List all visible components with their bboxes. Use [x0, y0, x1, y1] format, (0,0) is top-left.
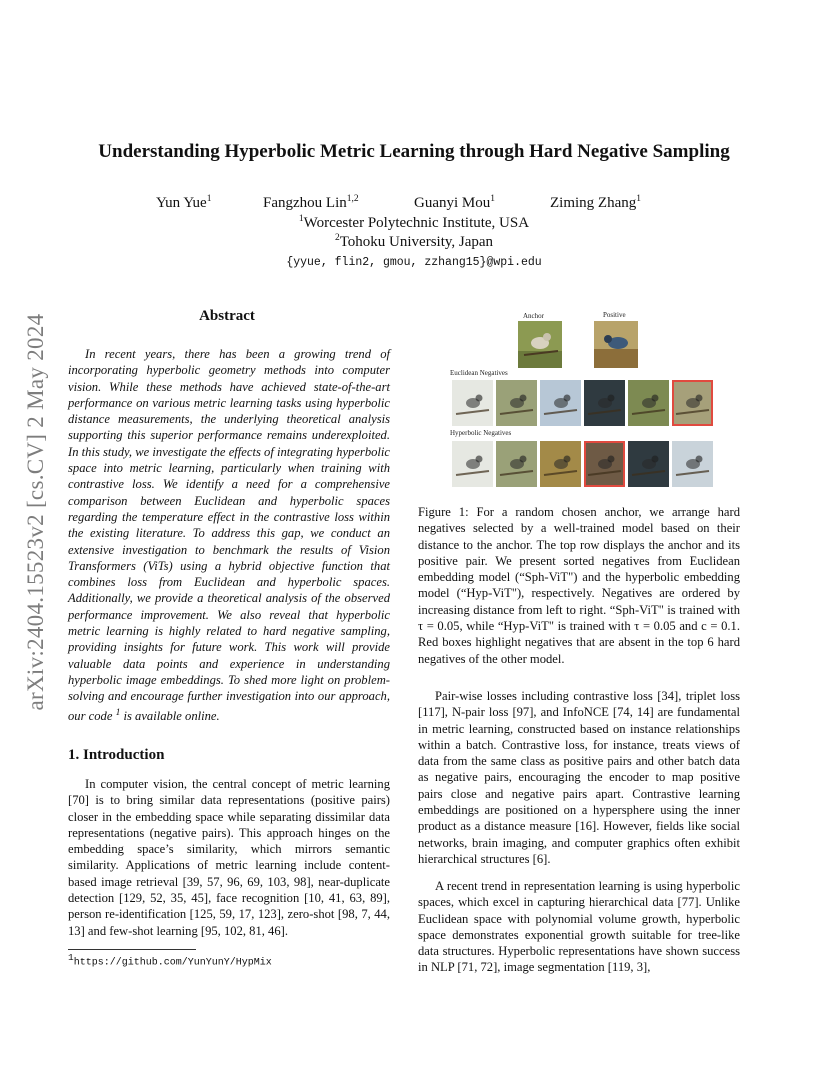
footnote: $^1$https://github.com/YunYunY/HypMix [68, 952, 272, 969]
affiliation: $^1$Worcester Polytechnic Institute, USA [298, 214, 530, 231]
negative-thumbnail [496, 380, 537, 426]
negative-thumbnail [672, 380, 713, 426]
negative-thumbnail [540, 441, 581, 487]
abstract-heading: Abstract [199, 308, 255, 324]
footnote-divider [68, 949, 196, 950]
euclidean-row-label: Euclidean Negatives [450, 369, 508, 377]
author: Yun Yue$^1$ [156, 194, 212, 211]
negative-thumbnail [452, 441, 493, 487]
section-heading: 1. Introduction [68, 747, 165, 763]
negative-thumbnail [540, 380, 581, 426]
arxiv-identifier: arXiv:2404.15523v2 [cs.CV] 2 May 2024 [23, 313, 48, 711]
body-paragraph: Pair-wise losses including contrastive loss [34], triplet loss [117], N-pair loss [97], and InfoNCE [74, 14] are fundamental in metric learning, constructed based on instance relationships within a batch. Contrastive loss, for instance, treats views of data from the same class as positive pairs and other batch data as negative pairs, encouraging the encoder to map positive pairs close and negative pairs apart. Contrastive learning embeddings are positioned on a hypersphere using the inner product as a distance measure [16]. However, fields like social networks, brain imaging, and computer graphics often exhibit hierarchical structures [6]. [418, 689, 740, 866]
author: Guanyi Mou$^1$ [414, 194, 495, 211]
negative-thumbnail [496, 441, 537, 487]
author: Fangzhou Lin$^{1,2}$ [263, 194, 359, 211]
abstract-text: In recent years, there has been a growing trend of incorporating hyperbolic geometry methods into computer vision. While these methods have achieved state-of-the-art performance on various metric learning tasks using hyperbolic distance measurements, the underlying theoretical analysis supporting this superior performance remains underexploited. In this study, we investigate the effects of integrating hyperbolic space into metric learning, particularly when training with contrastive loss. We identify a need for a comprehensive comparison between Euclidean and hyperbolic spaces regarding the temperature effect in the contrastive loss within the existing literature. To address this gap, we conduct an extensive investigation to benchmark the results of Vision Transformers (ViTs) using a hybrid objective function that combines loss from Euclidean and hyperbolic spaces. Additionally, we provide a theoretical analysis of the observed performance improvement. We also reveal that hyperbolic metric learning is highly related to hard negative sampling, providing insights for future work. This work will provide valuable data points and experience in understanding hyperbolic image embeddings. To shed more light on problem-solving and encourage further investigation into our approach, our code $^1$ is available online. [68, 347, 390, 723]
figure-caption: Figure 1: For a random chosen anchor, we arrange hard negatives selected by a well-trained model based on their distance to the anchor. The top row displays the anchor and its positive pair. We present sorted negatives from Euclidean embedding model (“Sph-ViT") and the hyperbolic embedding model (“Hyp-ViT"), respectively. Negatives are ordered by increasing distance from left to right. “Sph-ViT" is trained with τ = 0.05, while “Hyp-ViT" is trained with τ = 0.05 and c = 0.1. Red boxes highlight negatives that are absent in the top 6 hard negatives of the other model. [418, 505, 740, 666]
author-email: {yyue, flin2, gmou, zzhang15}@wpi.edu [286, 256, 542, 269]
negative-thumbnail [452, 380, 493, 426]
positive-image [594, 321, 638, 368]
intro-paragraph: In computer vision, the central concept of metric learning [70] is to bring similar data representations (positive pairs) closer in the embedding space while separating dissimilar data representations (negative pairs). This approach hinges on the embedding space’s similarity, which mirrors semantic similarity. Applications of metric learning include content-based image retrieval [39, 57, 96, 69, 103, 98], near-duplicate detection [129, 52, 35, 45], face recognition [10, 41, 63, 89], person re-identification [125, 59, 17, 123], zero-shot [98, 7, 44, 13] and few-shot learning [95, 102, 81, 46]. [68, 777, 390, 938]
author: Ziming Zhang$^1$ [550, 194, 641, 211]
footnote-mark: 1 [115, 707, 121, 718]
anchor-label: Anchor [523, 312, 544, 320]
negative-thumbnail [628, 441, 669, 487]
negative-thumbnail [628, 380, 669, 426]
body-paragraph: A recent trend in representation learning is using hyperbolic spaces, which excel in capturing hierarchical data [77]. Unlike Euclidean space with polynomial volume growth, hyperbolic space demonstrates exponential growth suitable for tree-like data structures. Hyperbolic representations have shown success in NLP [71, 72], image segmentation [119, 3], [418, 879, 740, 975]
anchor-image [518, 321, 562, 368]
hyperbolic-row-label: Hyperbolic Negatives [450, 429, 512, 437]
paper-title: Understanding Hyperbolic Metric Learning through Hard Negative Sampling [98, 141, 730, 162]
negative-thumbnail [584, 380, 625, 426]
negative-thumbnail [672, 441, 713, 487]
footnote-link[interactable]: https://github.com/YunYunY/HypMix [73, 957, 272, 969]
affiliation: $^2$Tohoku University, Japan [334, 233, 494, 250]
negative-thumbnail [584, 441, 625, 487]
positive-label: Positive [603, 311, 626, 319]
